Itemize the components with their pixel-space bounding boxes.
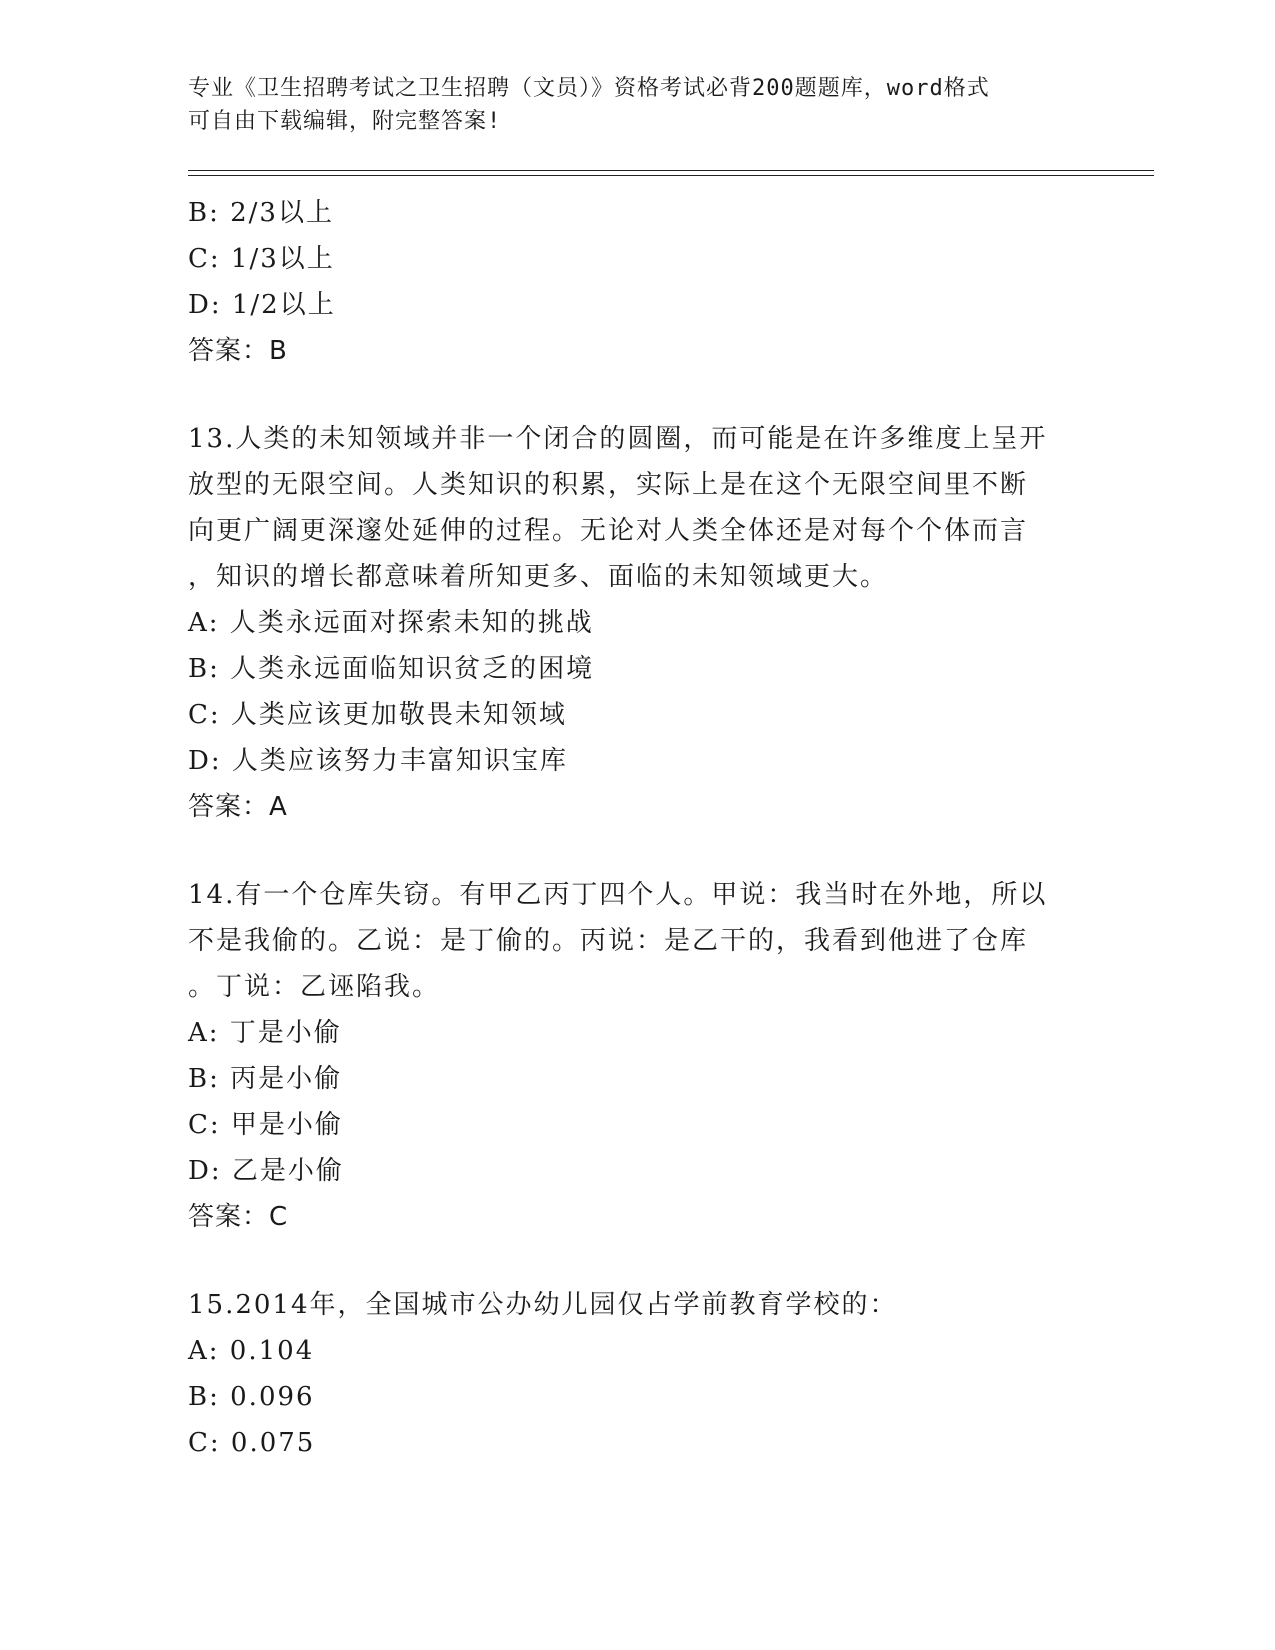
question-14 bbox=[188, 872, 1088, 1240]
question-15 bbox=[188, 1282, 1088, 1466]
question-list bbox=[188, 190, 1088, 1466]
question-stem-line: 不是我偷的。乙说：是丁偷的。丙说：是乙干的，我看到他进了仓库 bbox=[188, 926, 1029, 956]
question-12-tail bbox=[188, 190, 1088, 374]
option-c: C: 0.075 bbox=[188, 1428, 316, 1458]
option-d: D: 1/2以上 bbox=[188, 290, 336, 320]
header-rule-bottom bbox=[188, 175, 1154, 176]
question-stem-line: 向更广阔更深邃处延伸的过程。无论对人类全体还是对每个个体而言 bbox=[188, 516, 1029, 546]
option-b: B: 0.096 bbox=[188, 1382, 315, 1412]
answer-line: 答案：B bbox=[188, 336, 288, 366]
question-stem-line: 。丁说：乙诬陷我。 bbox=[188, 972, 441, 1002]
option-d: D: 人类应该努力丰富知识宝库 bbox=[188, 746, 568, 776]
header-line-2: 可自由下载编辑，附完整答案! bbox=[188, 109, 502, 134]
question-stem-line: 13.人类的未知领域并非一个闭合的圆圈，而可能是在许多维度上呈开 bbox=[188, 424, 1048, 454]
option-b: B: 丙是小偷 bbox=[188, 1064, 343, 1094]
option-c: C: 人类应该更加敬畏未知领域 bbox=[188, 700, 567, 730]
option-b: B: 人类永远面临知识贫乏的困境 bbox=[188, 654, 595, 684]
option-a: A: 0.104 bbox=[188, 1336, 315, 1366]
question-stem-line: 放型的无限空间。人类知识的积累，实际上是在这个无限空间里不断 bbox=[188, 470, 1029, 500]
question-stem-line: 14.有一个仓库失窃。有甲乙丙丁四个人。甲说：我当时在外地，所以 bbox=[188, 880, 1048, 910]
option-a: A: 人类永远面对探索未知的挑战 bbox=[188, 608, 594, 638]
option-d: D: 乙是小偷 bbox=[188, 1156, 344, 1186]
question-stem-line: 15.2014年，全国城市公办幼儿园仅占学前教育学校的： bbox=[188, 1290, 898, 1320]
option-c: C: 1/3以上 bbox=[188, 244, 335, 274]
document-header bbox=[188, 72, 1088, 138]
option-c: C: 甲是小偷 bbox=[188, 1110, 343, 1140]
header-rule-top bbox=[188, 170, 1154, 171]
header-line-1: 专业《卫生招聘考试之卫生招聘（文员）》资格考试必背200题题库，word格式 bbox=[188, 76, 990, 101]
answer-line: 答案：C bbox=[188, 1202, 289, 1232]
answer-line: 答案：A bbox=[188, 792, 288, 822]
question-13 bbox=[188, 416, 1088, 830]
option-b: B: 2/3以上 bbox=[188, 198, 334, 228]
question-stem-line: ，知识的增长都意味着所知更多、面临的未知领域更大。 bbox=[188, 562, 889, 592]
option-a: A: 丁是小偷 bbox=[188, 1018, 342, 1048]
